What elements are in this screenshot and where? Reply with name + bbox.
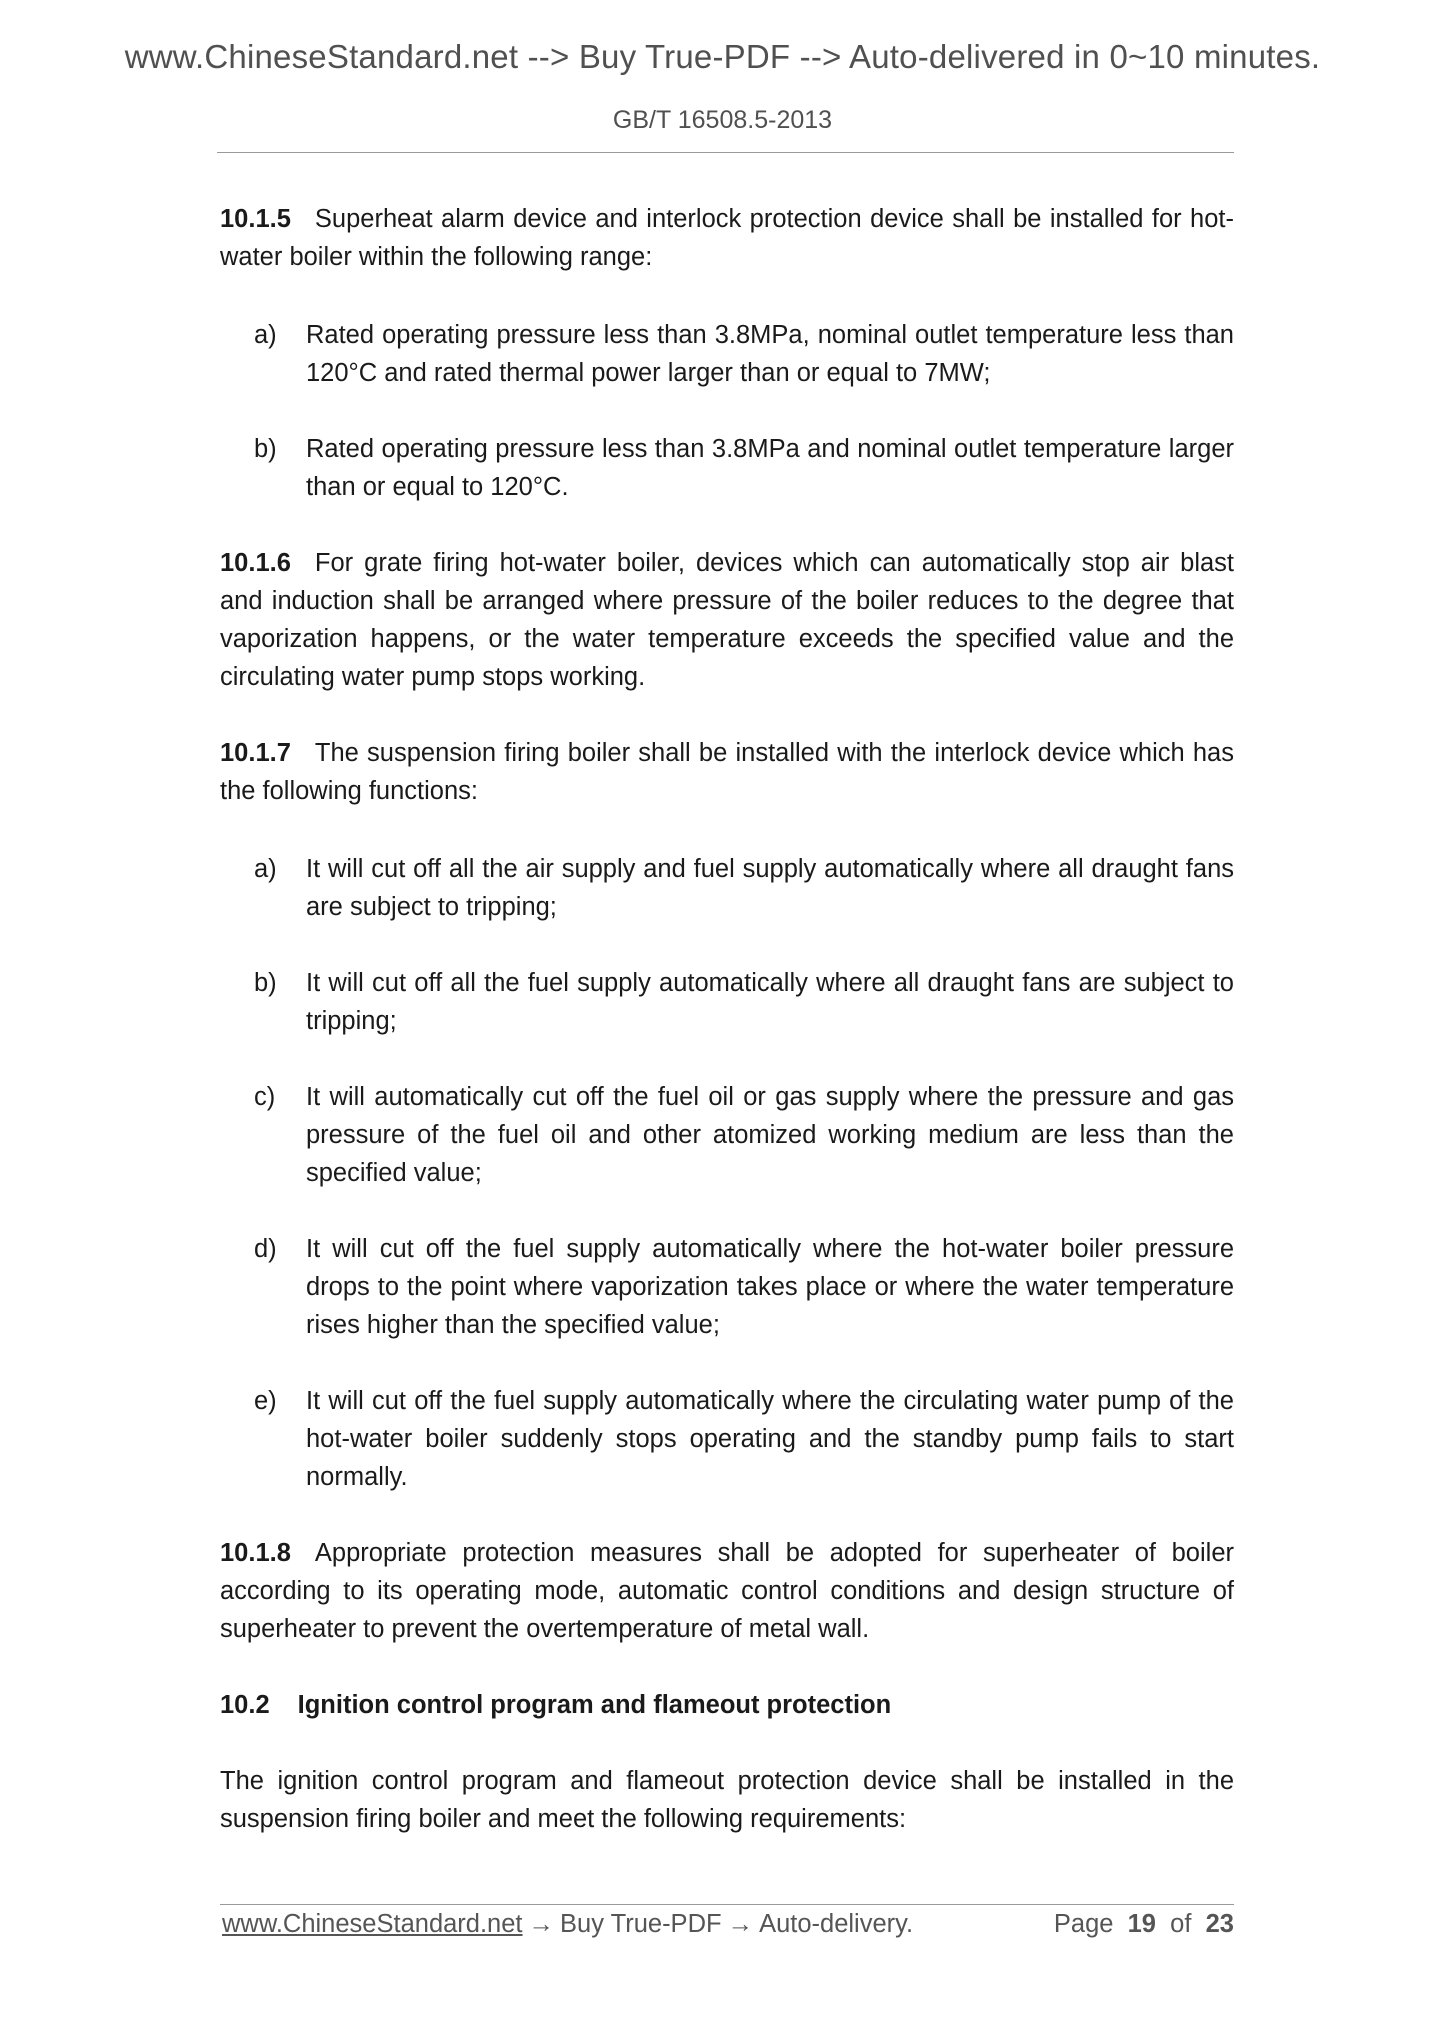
clause-number: 10.1.6 bbox=[220, 549, 291, 577]
site-banner: www.ChineseStandard.net --> Buy True-PDF --> Auto-delivered in 0~10 minutes. bbox=[124, 38, 1321, 75]
clause-number: 10.1.8 bbox=[220, 1539, 291, 1567]
list-item-text: It will cut off all the fuel supply automatically where all draught fans are subject to tripping; bbox=[306, 969, 1234, 1035]
arrow-right-icon: → bbox=[528, 1910, 555, 1938]
header-divider bbox=[217, 152, 1234, 153]
list-item-text: Rated operating pressure less than 3.8MPa, nominal outlet temperature less than 120°C and rated thermal power larger than or equal to 7MW; bbox=[306, 321, 1234, 387]
list-marker: e) bbox=[254, 1387, 277, 1415]
clause-number: 10.1.7 bbox=[220, 739, 291, 767]
list-marker: c) bbox=[254, 1083, 276, 1111]
clause-text: The suspension firing boiler shall be installed with the interlock device which has the following functions: bbox=[220, 739, 1234, 805]
page-total: 23 bbox=[1205, 1910, 1234, 1938]
section-title: Ignition control program and flameout protection bbox=[297, 1691, 892, 1719]
page-current: 19 bbox=[1127, 1910, 1156, 1938]
clause-text: Appropriate protection measures shall be adopted for superheater of boiler according to its operating mode, automatic control conditions and design structure of superheater to prevent the overtemperature of metal wall. bbox=[220, 1539, 1234, 1643]
list-item bbox=[220, 316, 1234, 392]
list-item-text: It will cut off the fuel supply automatically where the circulating water pump of the hot-water boiler suddenly stops operating and the standby pump fails to start normally. bbox=[306, 1387, 1234, 1491]
arrow-right-icon: → bbox=[727, 1910, 754, 1938]
buy-text: Buy True-PDF bbox=[560, 1910, 722, 1938]
clause-10-1-8 bbox=[220, 1534, 1234, 1648]
list-item bbox=[220, 430, 1234, 506]
footer-divider bbox=[220, 1904, 1234, 1905]
list-item bbox=[220, 1078, 1234, 1192]
page-label: Page bbox=[1053, 1910, 1114, 1938]
list-item-text: It will cut off all the air supply and fuel supply automatically where all draught fans are subject to tripping; bbox=[306, 855, 1234, 921]
delivery-text: Auto-delivery. bbox=[759, 1910, 914, 1938]
page-of: of bbox=[1170, 1910, 1192, 1938]
list-marker: d) bbox=[254, 1235, 277, 1263]
section-number: 10.2 bbox=[220, 1691, 270, 1719]
list-item-text: It will automatically cut off the fuel oil or gas supply where the pressure and gas pressure of the fuel oil and other atomized working medium are less than the specified value; bbox=[306, 1083, 1234, 1187]
clause-10-1-7 bbox=[220, 734, 1234, 810]
site-link[interactable]: www.ChineseStandard.net bbox=[222, 1910, 523, 1938]
list-item-text: It will cut off the fuel supply automatically where the hot-water boiler pressure drops to the point where vaporization takes place or where the water temperature rises higher than the specified value; bbox=[306, 1235, 1234, 1339]
list-marker: a) bbox=[254, 855, 277, 883]
footer-links bbox=[222, 1910, 913, 1939]
section-heading-10-2 bbox=[220, 1686, 1234, 1724]
clause-text: Superheat alarm device and interlock protection device shall be installed for hot-water boiler within the following range: bbox=[220, 205, 1234, 271]
list-marker: a) bbox=[254, 321, 277, 349]
page-content bbox=[220, 200, 1234, 1838]
page-number bbox=[1054, 1910, 1234, 1939]
clause-number: 10.1.5 bbox=[220, 205, 291, 233]
clause-text: For grate firing hot-water boiler, devices which can automatically stop air blast and induction shall be arranged where pressure of the boiler reduces to the degree that vaporization happens, or the water temperature exceeds the specified value and the circulating water pump stops working. bbox=[220, 549, 1234, 691]
list-item bbox=[220, 964, 1234, 1040]
list-marker: b) bbox=[254, 435, 277, 463]
clause-10-1-6 bbox=[220, 544, 1234, 696]
list-item bbox=[220, 1230, 1234, 1344]
list-item bbox=[220, 1382, 1234, 1496]
list-item bbox=[220, 850, 1234, 926]
list-marker: b) bbox=[254, 969, 277, 997]
clause-10-1-5 bbox=[220, 200, 1234, 276]
list-item-text: Rated operating pressure less than 3.8MPa and nominal outlet temperature larger than or equal to 120°C. bbox=[306, 435, 1234, 501]
document-code: GB/T 16508.5-2013 bbox=[612, 106, 833, 134]
section-10-2-intro: The ignition control program and flameout protection device shall be installed in the suspension firing boiler and meet the following requirements: bbox=[220, 1767, 1234, 1833]
